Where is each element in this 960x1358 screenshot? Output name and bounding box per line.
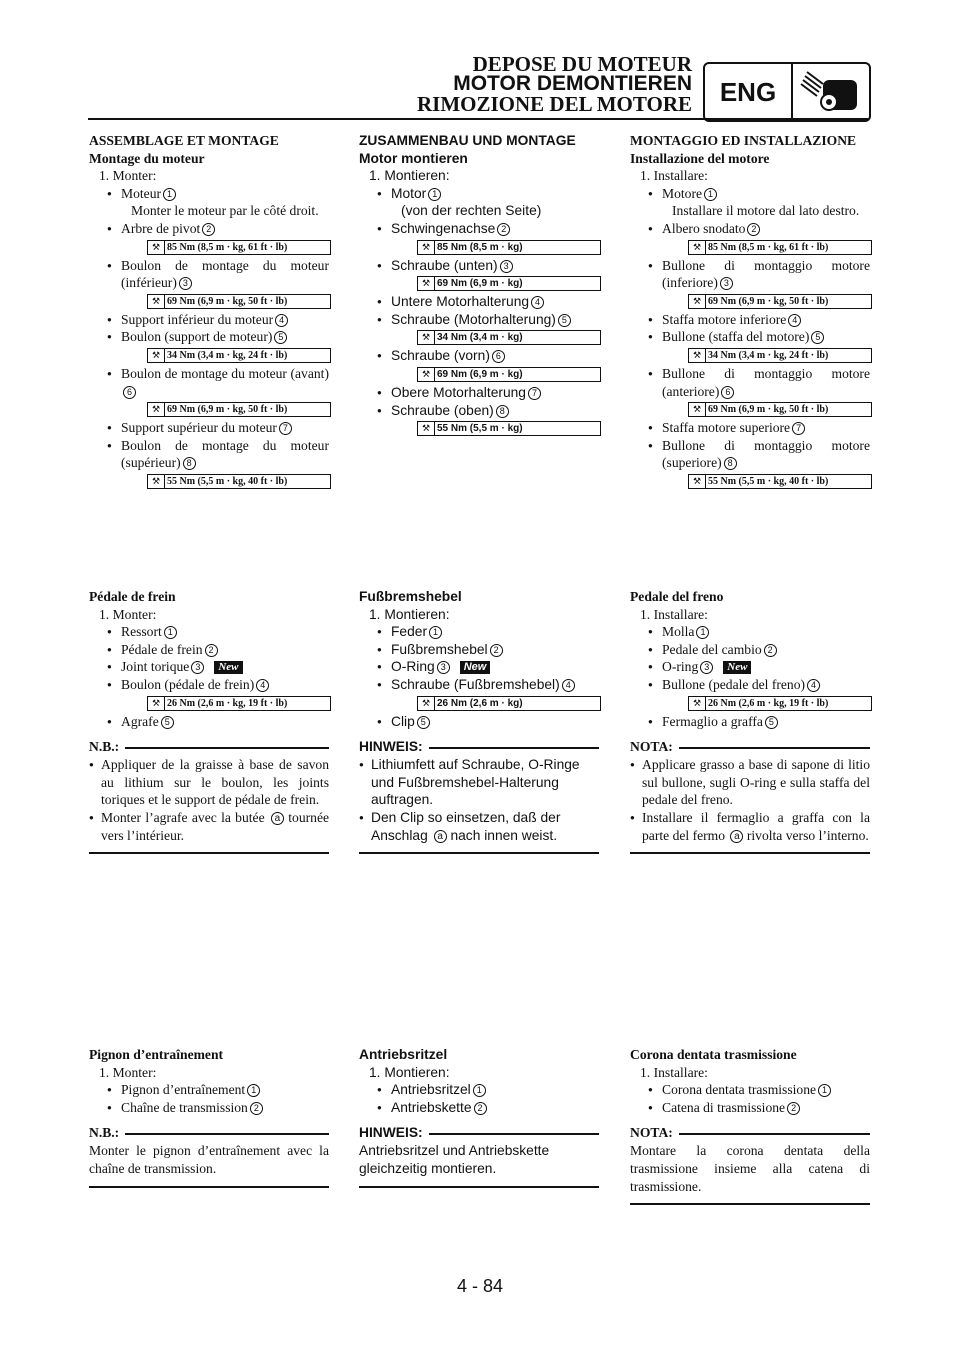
list-item: ● Untere Motorhalterung 4	[359, 293, 599, 311]
fr-step: 1. Monter:	[99, 168, 157, 184]
wrench-icon: ⚒	[418, 422, 435, 435]
it-subsection-title: Corona dentata trasmissione	[630, 1047, 797, 1062]
wrench-icon: ⚒	[689, 349, 706, 362]
wrench-icon: ⚒	[418, 331, 435, 344]
de-engine-install	[359, 132, 599, 438]
list-item: ● Arbre de pivot 2	[89, 220, 329, 238]
note-body	[630, 756, 870, 854]
list-item: ● Bullone (pedale del freno) 4	[630, 676, 870, 694]
de-step: 1. Montieren:	[369, 606, 450, 622]
note-header: HINWEIS:	[359, 1124, 599, 1142]
it-engine-install	[630, 132, 870, 491]
list-item: ● Motore 1	[630, 185, 870, 203]
list-item: ● Schraube (unten) 3	[359, 257, 599, 275]
list-item: ● Corona dentata trasmissione 1	[630, 1081, 870, 1099]
torque-spec: ⚒ 69 Nm (6,9 m · kg)	[417, 276, 601, 291]
fr-subsection-title: Montage du moteur	[89, 150, 205, 166]
it-step: 1. Installare:	[640, 606, 708, 622]
wrench-icon: ⚒	[689, 403, 706, 416]
note-body: Montare la corona dentata della trasmissione insieme alla catena di trasmissione.	[630, 1142, 870, 1205]
note-body	[89, 756, 329, 854]
fr-subsection-title: Pédale de frein	[89, 589, 176, 604]
list-item: ● O-Ring 3 New	[359, 658, 599, 676]
de-drive-sprocket	[359, 1046, 599, 1188]
list-item: ● Schraube (vorn) 6	[359, 347, 599, 365]
fr-engine-install	[89, 132, 329, 491]
fr-brake-pedal	[89, 588, 329, 854]
title-it: RIMOZIONE DEL MOTORE	[417, 92, 692, 116]
it-subsection-title: Installazione del motore	[630, 150, 770, 166]
de-step: 1. Montieren:	[369, 1064, 450, 1080]
list-item: ● Fußbremshebel 2	[359, 641, 599, 659]
section-badge-label: ENG	[705, 64, 793, 120]
list-item: ● Agrafe 5	[89, 713, 329, 731]
note-header: NOTA:	[630, 738, 870, 756]
wrench-icon: ⚒	[418, 368, 435, 381]
note-header: HINWEIS:	[359, 738, 599, 756]
note-header: N.B.:	[89, 738, 329, 756]
fr-drive-sprocket	[89, 1046, 329, 1188]
list-item: ● Support inférieur du moteur 4	[89, 311, 329, 329]
header-rule	[88, 118, 868, 120]
it-step: 1. Installare:	[640, 1064, 708, 1080]
list-item: ● Bullone di montaggio motore (superiore) 8	[630, 437, 870, 472]
torque-spec: ⚒ 85 Nm (8,5 m · kg, 61 ft · lb)	[688, 240, 872, 255]
list-item: ● Pedale del cambio 2	[630, 641, 870, 659]
torque-spec: ⚒ 26 Nm (2,6 m · kg, 19 ft · lb)	[147, 696, 331, 711]
new-part-badge: New	[460, 661, 491, 674]
list-item: ● Fermaglio a graffa 5	[630, 713, 870, 731]
it-step: 1. Installare:	[640, 168, 708, 184]
note-item: ● Den Clip so einsetzen, daß der Anschlag a nach innen weist.	[359, 809, 599, 844]
list-item: ● Staffa motore inferiore 4	[630, 311, 870, 329]
engine-icon	[793, 66, 865, 121]
list-item: ● Boulon (pédale de frein) 4	[89, 676, 329, 694]
list-item-detail: Monter le moteur par le côté droit.	[131, 203, 319, 219]
list-item: ● Pignon d’entraînement 1	[89, 1081, 329, 1099]
list-item: ● Moteur 1	[89, 185, 329, 203]
torque-spec: ⚒ 69 Nm (6,9 m · kg, 50 ft · lb)	[147, 294, 331, 309]
title-de: MOTOR DEMONTIEREN	[453, 72, 692, 95]
wrench-icon: ⚒	[689, 697, 706, 710]
wrench-icon: ⚒	[148, 475, 165, 488]
list-item: ● Albero snodato 2	[630, 220, 870, 238]
it-subsection-title: Pedale del freno	[630, 589, 724, 604]
fr-section-title: ASSEMBLAGE ET MONTAGE	[89, 133, 279, 148]
note-item: ● Installare il fermaglio a graffa con la parte del fermo a rivolta verso l’interno.	[630, 809, 870, 844]
list-item: ● Catena di trasmissione 2	[630, 1099, 870, 1117]
torque-spec: ⚒ 26 Nm (2,6 m · kg, 19 ft · lb)	[688, 696, 872, 711]
it-brake-pedal	[630, 588, 870, 854]
list-item: ● Clip 5	[359, 713, 599, 731]
list-item: ● O-ring 3 New	[630, 658, 870, 676]
list-item: ● Bullone (staffa del motore) 5	[630, 328, 870, 346]
wrench-icon: ⚒	[148, 403, 165, 416]
torque-spec: ⚒ 55 Nm (5,5 m · kg)	[417, 421, 601, 436]
torque-spec: ⚒ 85 Nm (8,5 m · kg, 61 ft · lb)	[147, 240, 331, 255]
list-item: ● Boulon de montage du moteur (inférieur) 3	[89, 257, 329, 292]
note-item: ● Appliquer de la graisse à base de savon au lithium sur le boulon, les joints toriques et le support de pédale de frein.	[89, 756, 329, 809]
wrench-icon: ⚒	[689, 295, 706, 308]
de-subsection-title: Antriebsritzel	[359, 1047, 448, 1062]
torque-spec: ⚒ 26 Nm (2,6 m · kg)	[417, 696, 601, 711]
title-fr: DEPOSE DU MOTEUR	[472, 52, 692, 76]
note-body: Antriebsritzel und Antriebskette gleichzeitig montieren.	[359, 1142, 599, 1187]
list-item: ● Schwingenachse 2	[359, 220, 599, 238]
wrench-icon: ⚒	[418, 697, 435, 710]
torque-spec: ⚒ 34 Nm (3,4 m · kg)	[417, 330, 601, 345]
note-header: N.B.:	[89, 1124, 329, 1142]
list-item: ● Molla 1	[630, 623, 870, 641]
wrench-icon: ⚒	[148, 697, 165, 710]
wrench-icon: ⚒	[148, 349, 165, 362]
list-item: ● Bullone di montaggio motore (anteriore) 6	[630, 365, 870, 400]
list-item: ● Obere Motorhalterung 7	[359, 384, 599, 402]
torque-spec: ⚒ 85 Nm (8,5 m · kg)	[417, 240, 601, 255]
de-brake-pedal	[359, 588, 599, 854]
list-item: ● Staffa motore superiore 7	[630, 419, 870, 437]
torque-spec: ⚒ 55 Nm (5,5 m · kg, 40 ft · lb)	[147, 474, 331, 489]
wrench-icon: ⚒	[148, 241, 165, 254]
note-item: ● Monter l’agrafe avec la butée a tournée vers l’intérieur.	[89, 809, 329, 844]
note-body: Monter le pignon d’entraînement avec la chaîne de transmission.	[89, 1142, 329, 1187]
fr-subsection-title: Pignon d’entraînement	[89, 1047, 224, 1062]
it-drive-sprocket	[630, 1046, 870, 1205]
list-item: ● Boulon (support de moteur) 5	[89, 328, 329, 346]
de-subsection-title: Fußbremshebel	[359, 589, 462, 604]
wrench-icon: ⚒	[418, 277, 435, 290]
list-item: ● Antriebskette 2	[359, 1099, 599, 1117]
list-item: ● Motor 1	[359, 185, 599, 203]
section-badge	[703, 62, 871, 122]
page-number: 4 - 84	[456, 1276, 504, 1296]
list-item-detail: Installare il motore dal lato destro.	[672, 203, 860, 219]
wrench-icon: ⚒	[689, 475, 706, 488]
new-part-badge: New	[723, 661, 751, 674]
torque-spec: ⚒ 55 Nm (5,5 m · kg, 40 ft · lb)	[688, 474, 872, 489]
note-body	[359, 756, 599, 854]
de-subsection-title: Motor montieren	[359, 150, 468, 166]
list-item: ● Feder 1	[359, 623, 599, 641]
de-section-title: ZUSAMMENBAU UND MONTAGE	[359, 133, 576, 148]
list-item: ● Antriebsritzel 1	[359, 1081, 599, 1099]
list-item: ● Bullone di montaggio motore (inferiore) 3	[630, 257, 870, 292]
torque-spec: ⚒ 34 Nm (3,4 m · kg, 24 ft · lb)	[688, 348, 872, 363]
fr-step: 1. Monter:	[99, 1064, 157, 1080]
torque-spec: ⚒ 69 Nm (6,9 m · kg, 50 ft · lb)	[688, 294, 872, 309]
torque-spec: ⚒ 69 Nm (6,9 m · kg, 50 ft · lb)	[147, 402, 331, 417]
torque-spec: ⚒ 69 Nm (6,9 m · kg)	[417, 367, 601, 382]
list-item: ● Schraube (oben) 8	[359, 402, 599, 420]
list-item-detail: (von der rechten Seite)	[401, 203, 542, 219]
torque-spec: ⚒ 34 Nm (3,4 m · kg, 24 ft · lb)	[147, 348, 331, 363]
wrench-icon: ⚒	[418, 241, 435, 254]
list-item: ● Boulon de montage du moteur (supérieur) 8	[89, 437, 329, 472]
new-part-badge: New	[214, 661, 242, 674]
note-header: NOTA:	[630, 1124, 870, 1142]
list-item: ● Joint torique 3 New	[89, 658, 329, 676]
torque-spec: ⚒ 69 Nm (6,9 m · kg, 50 ft · lb)	[688, 402, 872, 417]
note-item: ● Lithiumfett auf Schraube, O-Ringe und Fußbremshebel-Halterung auftragen.	[359, 756, 599, 809]
fr-step: 1. Monter:	[99, 606, 157, 622]
note-item: ● Applicare grasso a base di sapone di litio sul bullone, sugli O-ring e sulla staffa del pedale del freno.	[630, 756, 870, 809]
list-item: ● Schraube (Motorhalterung) 5	[359, 311, 599, 329]
wrench-icon: ⚒	[689, 241, 706, 254]
wrench-icon: ⚒	[148, 295, 165, 308]
de-step: 1. Montieren:	[369, 168, 450, 184]
list-item: ● Support supérieur du moteur 7	[89, 419, 329, 437]
list-item: ● Chaîne de transmission 2	[89, 1099, 329, 1117]
it-section-title: MONTAGGIO ED INSTALLAZIONE	[630, 133, 857, 148]
list-item: ● Pédale de frein 2	[89, 641, 329, 659]
list-item: ● Schraube (Fußbremshebel) 4	[359, 676, 599, 694]
list-item: ● Ressort 1	[89, 623, 329, 641]
list-item: ● Boulon de montage du moteur (avant)6	[89, 365, 329, 400]
